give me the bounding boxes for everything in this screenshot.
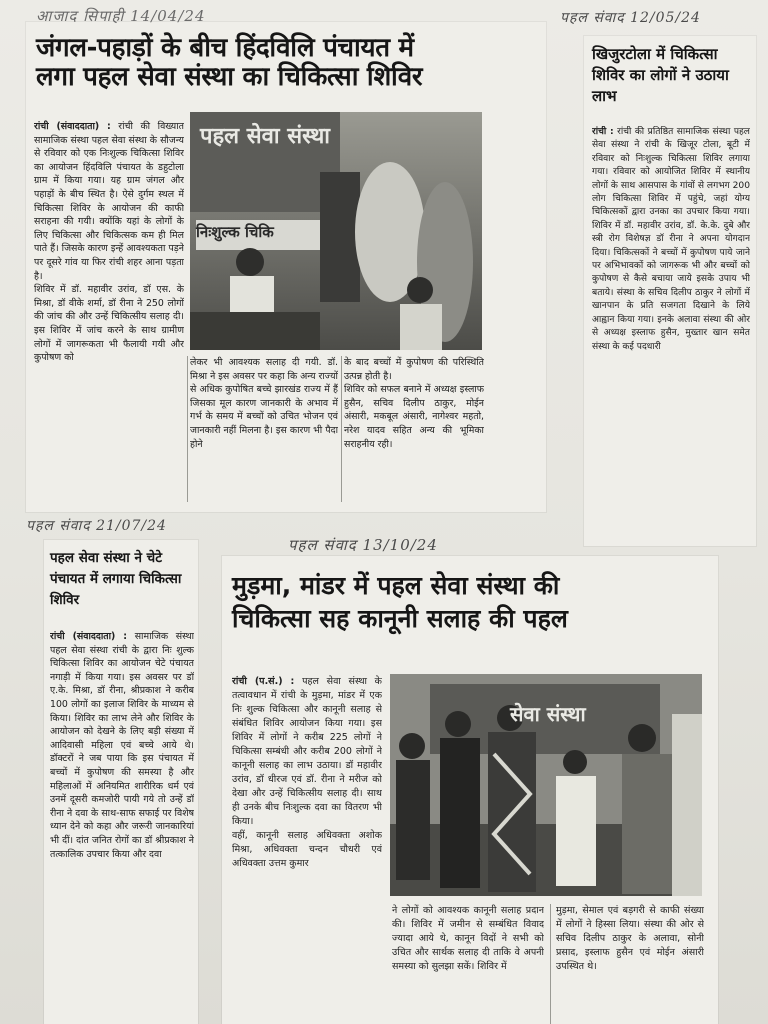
source-stamp: पहल संवाद 12/05/24 xyxy=(560,10,701,26)
news-photo xyxy=(190,112,482,350)
source-stamp: पहल संवाद 13/10/24 xyxy=(288,536,438,554)
headline xyxy=(36,34,536,92)
column-text: रांची की विख्यात सामाजिक संस्था पहल सेवा संस्था के सौजन्य से रविवार को एक निःशुल्क चिकित्सा शिविर का आयोजन हिंदविलि पंचायत के डहुटोला ग्राम में किया गया। यह ग्राम जंगल और पहाड़ों के बीच स्थित है। ऐसे दुर्गम स्थल में चिकित्सा शिविर के आयोजन की काफी सराहना की गयी। क्योंकि यहां के लोगों के लिए चिकित्सा और चिकित्सक कम ही मिल पाते हैं। जिसके कारण इन्हें आवश्यकता पड़ने पर दूसरे गांव या फिर रांची शहर आना पड़ता है। शिविर में डॉ. महावीर उरांव, डॉ एस. के मिश्रा, डॉ वीके शर्मा, डॉ रीना ने 250 लोगों की जांच की और उन्हें चिकित्सीय सलाह दी। इस शिविर में जांच करने के साथ ग्रामीण लोगों में जागरूकता भी फैलायी गयी और कुपोषण को xyxy=(34,121,184,364)
headline-line: जंगल-पहाड़ों के बीच हिंदविलि पंचायत में xyxy=(36,33,414,63)
dateline: रांची : xyxy=(592,127,614,137)
headline xyxy=(232,570,712,635)
news-photo xyxy=(390,674,702,896)
source-stamp: आजाद सिपाही 14/04/24 xyxy=(36,7,206,25)
article-column: मुड़मा, सेमाल एवं बड़गरी से काफी संख्या में लोगों ने हिस्सा लिया। संस्था की ओर से सचिव दिलीप ठाकुर के अलावा, सोनी प्रसाद, इस्लाफ हुसैन एवं मोईन अंसारी उपस्थित थे। xyxy=(556,905,704,972)
dateline: रांची (संवाददाता) : xyxy=(34,121,111,132)
article-column xyxy=(232,675,382,1024)
banner-text: निःशुल्क चिकि xyxy=(196,223,274,241)
column-rule xyxy=(550,904,551,1024)
article-column xyxy=(592,126,750,544)
headline: खिजुरटोला में चिकित्सा शिविर का लोगों ने उठाया लाभ xyxy=(592,45,729,105)
article-column: लेकर भी आवश्यक सलाह दी गयी. डॉ. मिश्रा ने इस अवसर पर कहा कि अन्य राज्यों से अधिक कुपोषित बच्चे झारखंड राज्य में हैं जिसका मूल कारण जानकारी के अभाव में गर्भ के समय में बच्चों को उचित भोजन एवं जानकारी नहीं मिलना है। इस कारण भी पैदा होने xyxy=(190,357,338,450)
column-text: के बाद बच्चों में कुपोषण की परिस्थिति उत्पन्न होती है। शिविर को सफल बनाने में अध्यक्ष इस्लाफ हुसैन, सचिव दिलीप ठाकुर, मोईन अंसारी, मकबूल अंसारी, नागेश्वर महतो, नरेश यादव सहित अन्य की भूमिका सराहनीय रही। xyxy=(344,357,484,450)
banner-text: सेवा संस्था xyxy=(510,702,586,726)
column-rule xyxy=(341,356,342,502)
column-text: रांची की प्रतिष्ठित सामाजिक संस्था पहल सेवा संस्था ने रांची के खिजूर टोला, बूटी में रविवार को निःशुल्क चिकित्सा शिविर लगाया गया। रविवार को आयोजित शिविर में स्थानीय लोगों के साथ आसपास के गांवों से लगभग 200 लोग चिकित्सा शिविर में पहुंचे, जहां योग्य चिकित्सकों द्वारा उनका का उपचार किया गया। शिविर में डॉ. महावीर उरांव, डॉ. के.के. दुबे और स्त्री रोग विशेषज्ञ डॉ रीना ने अपना योगदान दिया। चिकित्सकों ने बच्चों में कुपोषण पाये जाने पर अभिभावकों को जागरूक भी और बच्चों को कुपोषण से कैसे बचाया जाये इसके उपाय भी बताये। संस्था के सचिव दिलीप ठाकुर ने लोगों में खानपान के प्रति सजगता दिखाने के लिये आह्वान किया गया। इनके अलावा संस्था की ओर से अध्यक्ष इस्लाफ हुसैन, मुख्तार खान समेत संस्था के कई पदधारी xyxy=(592,127,750,352)
dateline: रांची (प.सं.) : xyxy=(232,676,295,687)
dateline: रांची (संवाददाता) : xyxy=(50,631,128,642)
headline: पहल सेवा संस्था ने चेटे पंचायत में लगाया चिकित्सा शिविर xyxy=(50,550,182,608)
article-column xyxy=(34,120,184,500)
source-stamp: पहल संवाद 21/07/24 xyxy=(26,518,167,534)
headline-line: चिकित्सा सह कानूनी सलाह की पहल xyxy=(232,603,568,633)
headline-line: मुड़मा, मांडर में पहल सेवा संस्था की xyxy=(232,571,560,600)
banner-text: पहल सेवा संस्था xyxy=(200,123,330,149)
column-text: सामाजिक संस्था पहल सेवा संस्था रांची के द्वारा निः शुल्क चिकित्सा शिविर का आयोजन चेटे पंचायत नगाड़ी में किया गया। इस अवसर पर डॉ ए.के. मिश्रा, डॉ रीना, श्रीप्रकाश ने करीब 100 लोगों का इलाज शिविर के माध्यम से किया। शिविर का लाभ लेने और शिविर के आयोजन को देखने के लिए बड़ी संख्या में आदिवासी महिला एवं बच्चे आये थे। डॉक्टरों ने जब पाया कि इस पंचायत में बच्चों में कुपोषण की समस्या है और महिलाओं में अनियमित शारीरिक धर्म एवं उनमें दूसरी कमजोरी पायी गये तो उन्हें डॉ रीना ने दवा के साथ-साफ सफाई पर विशेष ध्यान देने को कहा और जरूरी जानकारियां भी दीं। दांत जनित रोगों का डॉ श्रीप्रकाश ने तत्कालिक उपचार किया और दवा xyxy=(50,631,194,860)
article-column xyxy=(50,630,194,1024)
article-column xyxy=(344,356,484,502)
column-text: पहल सेवा संस्था के तत्वावधान में रांची के मुड़मा, मांडर में एक निः शुल्क चिकित्सा और कानूनी सलाह से संबंधित शिविर आयोजन किया गया। इस शिविर में लोगों ने करीब 225 लोगों ने चिकित्सा सम्बंधी और करीब 200 लोगों ने कानूनी सलाह का लाभ उठाया। डॉ महावीर उरांव, डॉ धीरज एवं डॉ. रीना ने मरीज को देखा और उन्हें चिकित्सीय सलाह दी। साथ ही उनके बीच निःशुल्क दवा का वितरण भी किया। वहीं, कानूनी सलाह अधिवक्ता अशोक मिश्रा, अधिवक्ता चन्दन चौधरी एवं अधिवक्ता उत्तम कुमार xyxy=(232,676,382,869)
column-rule xyxy=(187,356,188,502)
article-column: ने लोगों को आवश्यक कानूनी सलाह प्रदान की। शिविर में जमीन से सम्बंधित विवाद ज्यादा आये थे, कानून विदों ने सभी को उचित और सार्थक सलाह दी ताकि वे अपनी समस्या को सुलझा सकें। शिविर में xyxy=(392,905,544,972)
headline-line: लगा पहल सेवा संस्था का चिकित्सा शिविर xyxy=(36,62,423,93)
